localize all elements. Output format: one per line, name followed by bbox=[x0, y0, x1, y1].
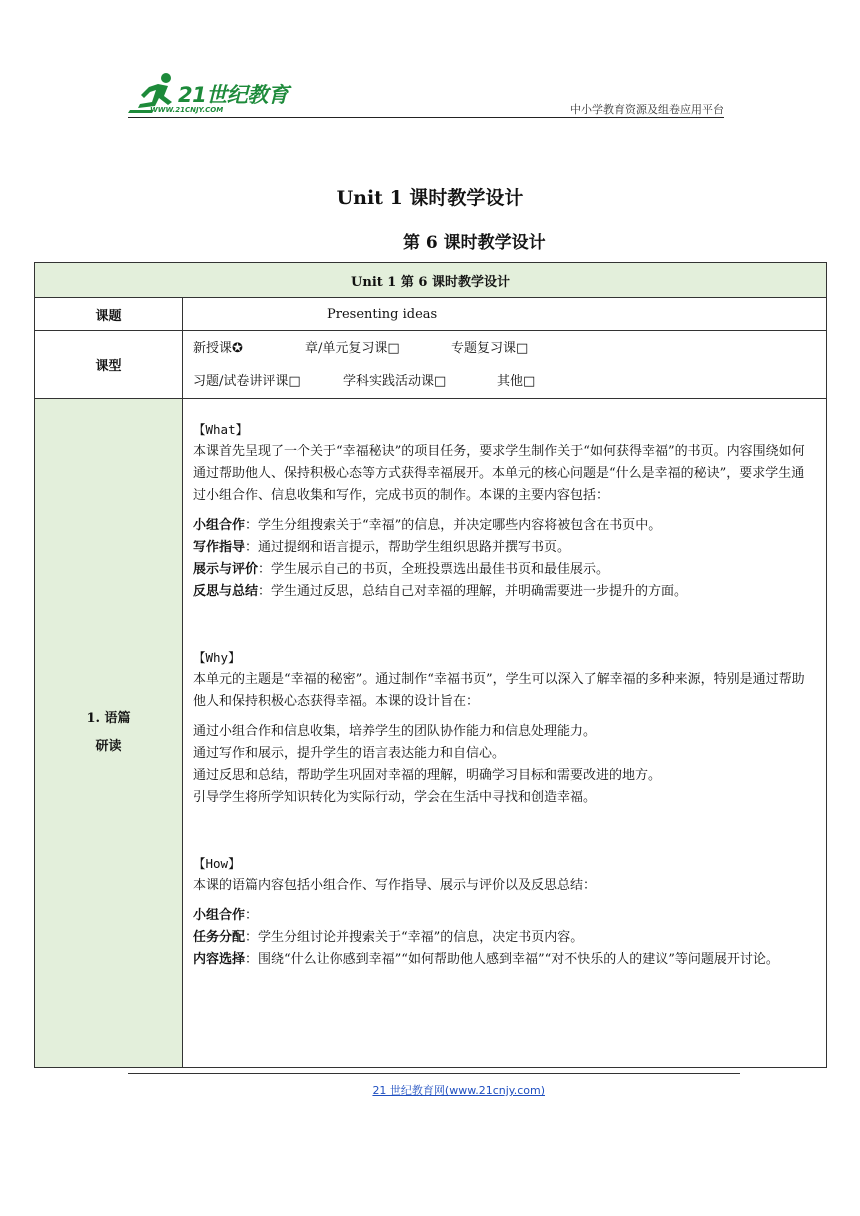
list-item bbox=[193, 949, 816, 971]
item-term: 展示与评价 bbox=[193, 562, 259, 577]
list-item bbox=[193, 515, 816, 537]
item-term: 写作指导 bbox=[193, 540, 246, 555]
item-text: ：学生分组搜索关于“幸福”的信息，并决定哪些内容将被包含在书页中。 bbox=[245, 518, 662, 533]
item-term: 内容选择 bbox=[193, 952, 246, 967]
list-item bbox=[193, 559, 816, 581]
item-text: ：学生分组讨论并搜索关于“幸福”的信息，决定书页内容。 bbox=[245, 930, 584, 945]
how-subheading-text: 小组合作 bbox=[193, 908, 246, 923]
lesson-plan-table bbox=[34, 262, 827, 1068]
lesson-type-label: 课型 bbox=[35, 331, 183, 399]
list-item bbox=[193, 581, 816, 603]
item-term: 反思与总结 bbox=[193, 584, 259, 599]
section-label-line-1: 1. 语篇 bbox=[86, 711, 131, 726]
table-heading-row bbox=[35, 263, 827, 298]
list-item: 通过反思和总结，帮助学生巩固对幸福的理解，明确学习目标和需要改进的地方。 bbox=[193, 768, 662, 783]
what-heading: 【What】 bbox=[193, 422, 249, 437]
lesson-type-option[interactable]: 新授课✪ bbox=[193, 340, 243, 356]
how-subheading bbox=[193, 905, 816, 927]
text-analysis-row bbox=[35, 399, 827, 1068]
lesson-type-option[interactable]: 专题复习课□ bbox=[451, 340, 529, 356]
lesson-type-option[interactable]: 章/单元复习课□ bbox=[305, 340, 400, 356]
list-item: 引导学生将所学知识转化为实际行动，学会在生活中寻找和创造幸福。 bbox=[193, 790, 597, 805]
how-subheading-colon: ： bbox=[245, 908, 259, 923]
list-item bbox=[193, 537, 816, 559]
topic-value: Presenting ideas bbox=[183, 298, 827, 331]
table-heading: Unit 1 第 6 课时教学设计 bbox=[35, 263, 827, 298]
document-subtitle: 第 6 课时教学设计 bbox=[403, 233, 546, 253]
spacer bbox=[193, 603, 816, 625]
logo-brand-text: 21世纪教育 bbox=[178, 83, 289, 107]
section-label-line-2: 研读 bbox=[95, 739, 122, 754]
what-intro: 本课首先呈现了一个关于“幸福秘诀”的项目任务，要求学生制作关于“如何获得幸福”的书页。内容围绕如何通过帮助他人、保持积极心态等方式获得幸福展开。本单元的核心问题是“什么是幸福的秘诀”，要求学生通过小组合作、信息收集和写作，完成书页的制作。本课的主要内容包括： bbox=[193, 444, 805, 503]
lesson-type-option[interactable]: 学科实践活动课□ bbox=[343, 373, 447, 389]
how-heading: 【How】 bbox=[193, 856, 241, 871]
item-text: ：通过提纲和语言提示，帮助学生组织思路并撰写书页。 bbox=[245, 540, 571, 555]
lesson-type-option[interactable]: 习题/试卷讲评课□ bbox=[193, 373, 301, 389]
how-intro: 本课的语篇内容包括小组合作、写作指导、展示与评价以及反思总结： bbox=[193, 878, 597, 893]
list-item: 通过小组合作和信息收集，培养学生的团队协作能力和信息处理能力。 bbox=[193, 724, 597, 739]
topic-label: 课题 bbox=[35, 298, 183, 331]
footer-website-link[interactable]: 21 世纪教育网(www.21cnjy.com) bbox=[372, 1084, 545, 1097]
document-title: Unit 1 课时教学设计 bbox=[336, 187, 524, 209]
list-item bbox=[193, 927, 816, 949]
logo-url-text: WWW.21CNJY.COM bbox=[150, 106, 224, 114]
header-divider bbox=[128, 117, 724, 118]
text-analysis-content bbox=[183, 399, 827, 1068]
list-item: 通过写作和展示，提升学生的语言表达能力和自信心。 bbox=[193, 746, 506, 761]
lesson-type-line-2 bbox=[183, 365, 826, 398]
spacer bbox=[193, 625, 816, 647]
footer-divider bbox=[128, 1073, 740, 1074]
item-term: 小组合作 bbox=[193, 518, 246, 533]
item-text: ：围绕“什么让你感到幸福”“如何帮助他人感到幸福”“对不快乐的人的建议”等问题展开讨论。 bbox=[245, 952, 779, 967]
lesson-type-line-1 bbox=[183, 332, 826, 365]
spacer bbox=[193, 831, 816, 853]
footer-link-row bbox=[128, 1082, 743, 1098]
site-logo[interactable] bbox=[128, 70, 298, 116]
lesson-type-row bbox=[35, 331, 827, 399]
lesson-type-option[interactable]: 其他□ bbox=[497, 373, 536, 389]
item-term: 任务分配 bbox=[193, 930, 246, 945]
lesson-type-options bbox=[183, 331, 827, 399]
page-header bbox=[128, 70, 724, 120]
why-intro: 本单元的主题是“幸福的秘密”。通过制作“幸福书页”，学生可以深入了解幸福的多种来源，特别是通过帮助他人和保持积极心态获得幸福。本课的设计旨在： bbox=[193, 672, 805, 709]
platform-tagline: 中小学教育资源及组卷应用平台 bbox=[570, 103, 724, 116]
item-text: ：学生通过反思，总结自己对幸福的理解，并明确需要进一步提升的方面。 bbox=[258, 584, 688, 599]
topic-row bbox=[35, 298, 827, 331]
why-heading: 【Why】 bbox=[193, 650, 241, 665]
item-text: ：学生展示自己的书页，全班投票选出最佳书页和最佳展示。 bbox=[258, 562, 610, 577]
section-label-cell bbox=[35, 399, 183, 1068]
spacer bbox=[193, 809, 816, 831]
